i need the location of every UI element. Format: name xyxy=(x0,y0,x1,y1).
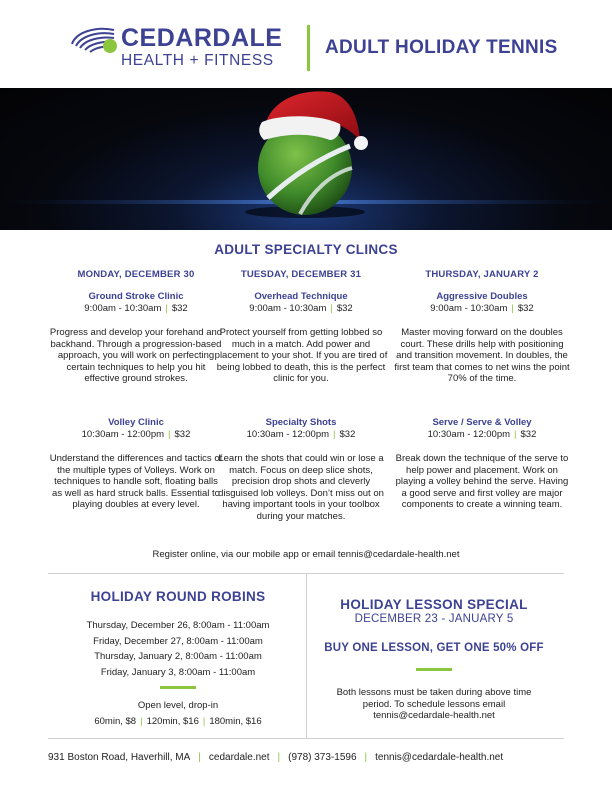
page-footer: 931 Boston Road, Haverhill, MA | cedardale.net | (978) 373-1596 | tennis@cedardale-health.net xyxy=(48,752,504,763)
clinic-time: 9:00am - 10:30am xyxy=(249,303,327,314)
lesson-special-dates: DECEMBER 23 - JANUARY 5 xyxy=(354,613,514,625)
clinic-day: TUESDAY, DECEMBER 31 xyxy=(240,269,362,280)
accent-bar xyxy=(416,668,452,671)
clinic-time: 9:00am - 10:30am xyxy=(430,303,508,314)
round-robins-level: Open level, drop-in xyxy=(137,700,219,711)
footer-phone: (978) 373-1596 xyxy=(288,752,357,763)
clinic-description: Break down the technique of the serve to help power and placement. Work on playing a volley behind the serve. Having a good serve and first volley are major components to create a winning team. xyxy=(395,453,569,510)
clinic-time-price: 10:30am - 12:00pm | $32 xyxy=(246,429,356,440)
clinic-description: Protect yourself from getting lobbed so much in a match. Add power and placement to your shot. If you are tired of being lobbed to death, this is the perfect clinic for you. xyxy=(214,327,388,384)
clinics-section-title: ADULT SPECIALTY CLINCS xyxy=(214,242,398,257)
clinic-column-tuesday xyxy=(212,269,390,522)
clinic-column-thursday xyxy=(394,269,570,510)
clinic-day: THURSDAY, JANUARY 2 xyxy=(425,269,539,280)
clinic-time-price: 9:00am - 10:30am | $32 xyxy=(84,303,188,314)
round-robins-list xyxy=(50,618,306,680)
clinic-time-price: 9:00am - 10:30am | $32 xyxy=(249,303,353,314)
round-robins-prices: 60min, $8 | 120min, $16 | 180min, $16 xyxy=(94,716,262,727)
lesson-special-title: HOLIDAY LESSON SPECIAL xyxy=(340,597,528,612)
clinic-price: $32 xyxy=(339,429,356,440)
register-note: Register online, via our mobile app or email tennis@cedardale-health.net xyxy=(152,549,460,560)
clinic-card xyxy=(48,417,224,511)
clinic-title: Ground Stroke Clinic xyxy=(88,291,184,302)
footer-email-link[interactable]: tennis@cedardale-health.net xyxy=(375,752,504,763)
header-divider xyxy=(307,25,310,71)
clinic-price: $32 xyxy=(520,429,537,440)
clinic-title: Overhead Technique xyxy=(254,291,348,302)
clinic-time: 10:30am - 12:00pm xyxy=(246,429,330,440)
list-item: Friday, December 27, 8:00am - 11:00am xyxy=(93,635,263,647)
clinic-time: 9:00am - 10:30am xyxy=(84,303,162,314)
footer-address: 931 Boston Road, Haverhill, MA xyxy=(48,752,191,763)
clinic-time-price: 9:00am - 10:30am | $32 xyxy=(430,303,534,314)
list-item: Thursday, January 2, 8:00am - 11:00am xyxy=(94,651,262,662)
clinic-title: Serve / Serve & Volley xyxy=(432,417,532,428)
hero-image xyxy=(0,88,612,230)
list-item: Friday, January 3, 8:00am - 11:00am xyxy=(100,666,256,678)
clinic-price: $32 xyxy=(171,303,188,314)
page-header xyxy=(0,0,612,88)
price-item: 180min, $16 xyxy=(209,716,262,727)
clinic-price: $32 xyxy=(336,303,353,314)
clinic-price: $32 xyxy=(174,429,191,440)
accent-bar xyxy=(160,686,196,689)
clinic-card xyxy=(212,291,390,385)
list-item: Thursday, December 26, 8:00am - 11:00am xyxy=(86,620,270,631)
clinic-column-monday xyxy=(48,269,224,510)
brand-name: CEDARDALE xyxy=(121,24,283,52)
brand-subtitle: HEALTH + FITNESS xyxy=(121,52,274,69)
clinic-card xyxy=(48,291,224,385)
lesson-special-offer: BUY ONE LESSON, GET ONE 50% OFF xyxy=(324,642,544,654)
cedardale-logo-icon xyxy=(70,26,120,62)
clinic-time-price: 10:30am - 12:00pm | $32 xyxy=(427,429,537,440)
lesson-special-note: Both lessons must be taken during above time period. To schedule lessons email tennis@cedardale-health.net xyxy=(336,687,532,721)
clinic-title: Volley Clinic xyxy=(108,417,164,428)
clinic-card xyxy=(394,417,570,511)
clinic-time-price: 10:30am - 12:00pm | $32 xyxy=(81,429,191,440)
footer-website-link[interactable]: cedardale.net xyxy=(208,752,270,763)
clinic-time: 10:30am - 12:00pm xyxy=(81,429,165,440)
page-title: ADULT HOLIDAY TENNIS xyxy=(325,37,558,58)
clinic-description: Master moving forward on the doubles court. These drills help with positioning and transition movement. In doubles, the first team that comes to net wins the point 70% of the time. xyxy=(394,327,570,384)
clinic-title: Specialty Shots xyxy=(265,417,337,428)
clinic-day: MONDAY, DECEMBER 30 xyxy=(77,269,195,280)
clinic-card xyxy=(394,291,570,385)
round-robins-title: HOLIDAY ROUND ROBINS xyxy=(90,589,266,604)
clinic-description: Understand the differences and tactics of the multiple types of Volleys. Work on techniques to handle soft, floating balls as well as hard struck balls. Essential to playing doubles at every level. xyxy=(49,453,223,510)
price-item: 120min, $16 xyxy=(146,716,199,727)
clinic-description: Learn the shots that could win or lose a match. Focus on deep slice shots, precision drop shots and cleverly disguised lob volleys. Don’t miss out on having important tools in your toolbox during your matches. xyxy=(218,453,384,522)
clinic-description: Progress and develop your forehand and backhand. Through a progression-based approach, you will work on perfecting certain techniques to help you hit effective ground strokes. xyxy=(49,327,223,384)
clinic-title: Aggressive Doubles xyxy=(436,291,528,302)
clinic-price: $32 xyxy=(517,303,534,314)
clinic-time: 10:30am - 12:00pm xyxy=(427,429,511,440)
tennis-ball-santa-hat-image xyxy=(0,88,612,230)
clinic-card xyxy=(212,417,390,522)
section-divider xyxy=(48,738,564,739)
price-item: 60min, $8 xyxy=(94,716,137,727)
